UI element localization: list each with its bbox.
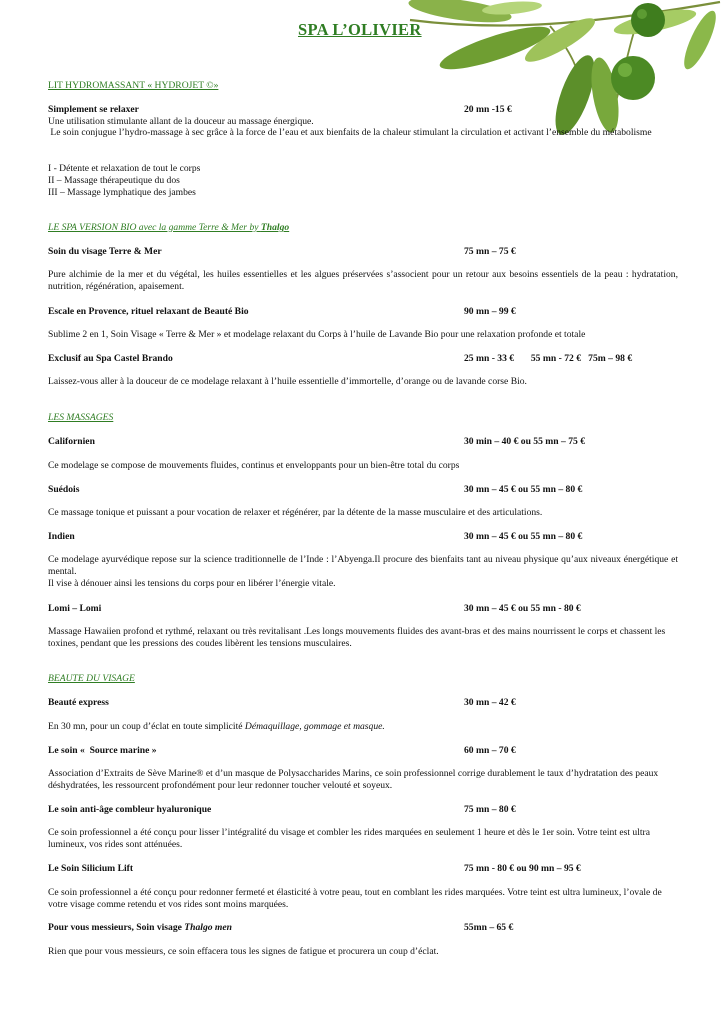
service-description: Association d’Extraits de Sève Marine® et d’un masque de Polysaccharides Marins, ce soin professionnel corrige durablement le taux d’hydratation des peaux déshydratées, les ressourcent profondément pour leur redonner toucher velouté et soyeux. [48,768,659,791]
service-description: Ce modelage se compose de mouvements fluides, continus et enveloppants pour un bien-être total du corps [48,460,460,471]
section-heading-massages: LES MASSAGES [48,412,114,423]
service-name: Escale en Provence, rituel relaxant de Beauté Bio [48,306,249,317]
list-item: III – Massage lymphatique des jambes [48,187,196,198]
service-price: 90 mn – 99 € [464,306,516,317]
service-name: Suédois [48,484,80,495]
brand-name: Thalgo [260,222,290,233]
service-description: Il vise à dénouer ainsi les tensions du corps pour en libérer l’énergie vitale. [48,578,336,589]
service-description: Rien que pour vous messieurs, ce soin effacera tous les signes de fatigue et procurera un coup d’éclat. [48,946,439,957]
service-description: Ce soin professionnel a été conçu pour lisser l’intégralité du visage et combler les rides marquées en seulement 1 heure et dès le 1er soin. Votre teint est ultra lumineux, vos rides sont atténuées. [48,827,651,850]
service-name: Lomi – Lomi [48,603,102,614]
description-text: En 30 mn, pour un coup d’éclat en toute simplicité [48,721,245,732]
service-name: Le soin « Source marine » [48,745,157,756]
service-name: Californien [48,436,95,447]
section-heading-hydrojet: LIT HYDROMASSANT « HYDROJET ©» [48,80,219,91]
service-name: Le Soin Silicium Lift [48,863,134,874]
description-emphasis: Démaquillage, gommage et masque. [244,721,385,732]
section-heading-bio [48,222,289,234]
service-name [48,922,232,934]
page-title: SPA L’OLIVIER [298,20,422,39]
service-name: Beauté express [48,697,109,708]
service-description: Massage Hawaiien profond et rythmé, relaxant ou très revitalisant .Les longs mouvements fluides des avant-bras et des mains nourrissent le corps et chassent les toxines, pendant que les pressions des coudes libèrent les tensions musculaires. [48,626,666,649]
section-heading-text: LE SPA VERSION BIO avec la gamme Terre & Mer by [48,222,261,233]
service-description: Sublime 2 en 1, Soin Visage « Terre & Mer » et modelage relaxant du Corps à l’huile de Lavande Bio pour une relaxation profonde et totale [48,329,586,340]
service-price: 30 mn – 45 € ou 55 mn – 80 € [464,531,583,542]
service-price: 30 mn – 45 € ou 55 mn - 80 € [464,603,581,614]
service-name: Exclusif au Spa Castel Brando [48,353,173,364]
service-price: 75 mn – 80 € [464,804,516,815]
service-price: 25 mn - 33 € 55 mn - 72 € 75m – 98 € [464,353,633,364]
service-description [48,721,678,733]
service-price: 75 mn - 80 € ou 90 mn – 95 € [464,863,581,874]
service-name: Indien [48,531,75,542]
list-item: I - Détente et relaxation de tout le corps [48,163,201,174]
section-heading-visage: BEAUTE DU VISAGE [48,673,135,684]
service-description: Ce massage tonique et puissant a pour vocation de relaxer et régénérer, par la détente de la masse musculaire et des articulations. [48,507,543,518]
service-name: Le soin anti-âge combleur hyaluronique [48,804,212,815]
service-price: 30 min – 40 € ou 55 mn – 75 € [464,436,585,447]
list-item: II – Massage thérapeutique du dos [48,175,180,186]
service-name: Simplement se relaxer [48,104,139,115]
service-description: Pure alchimie de la mer et du végétal, les huiles essentielles et les algues préservées s’associent pour un retour aux besoins essentiels de la peau : hydratation, nutrition, régénération, apaisement. [48,269,678,292]
service-price: 30 mn – 45 € ou 55 mn – 80 € [464,484,583,495]
service-name: Soin du visage Terre & Mer [48,246,162,257]
service-price: 20 mn -15 € [464,104,512,115]
service-description: Ce soin professionnel a été conçu pour redonner fermeté et élasticité à votre peau, tout en comblant les rides marquées. Votre teint est ultra lumineux, l’ovale de votre visage comme retendu et vos rides sont moins marquées. [48,887,662,910]
service-price: 30 mn – 42 € [464,697,516,708]
service-price: 75 mn – 75 € [464,246,516,257]
service-description: Une utilisation stimulante allant de la douceur au massage énergique. [48,116,314,127]
service-name-text: Pour vous messieurs, Soin visage [48,922,185,933]
service-description: Ce modelage ayurvédique repose sur la science traditionnelle de l’Inde : l’Abyenga.Il procure des bienfaits tant au niveau physique qu’aux niveaux énergétique et mental. [48,554,678,577]
service-description: Le soin conjugue l’hydro-massage à sec grâce à la force de l’eau et aux bienfaits de la chaleur stimulant la circulation et activant l’ensemble du métabolisme [48,127,652,138]
service-price: 60 mn – 70 € [464,745,516,756]
service-description: Laissez-vous aller à la douceur de ce modelage relaxant à l’huile essentielle d’immortelle, d’orange ou de lavande corse Bio. [48,376,527,387]
service-name-emphasis: Thalgo men [184,922,232,933]
service-price: 55mn – 65 € [464,922,514,933]
